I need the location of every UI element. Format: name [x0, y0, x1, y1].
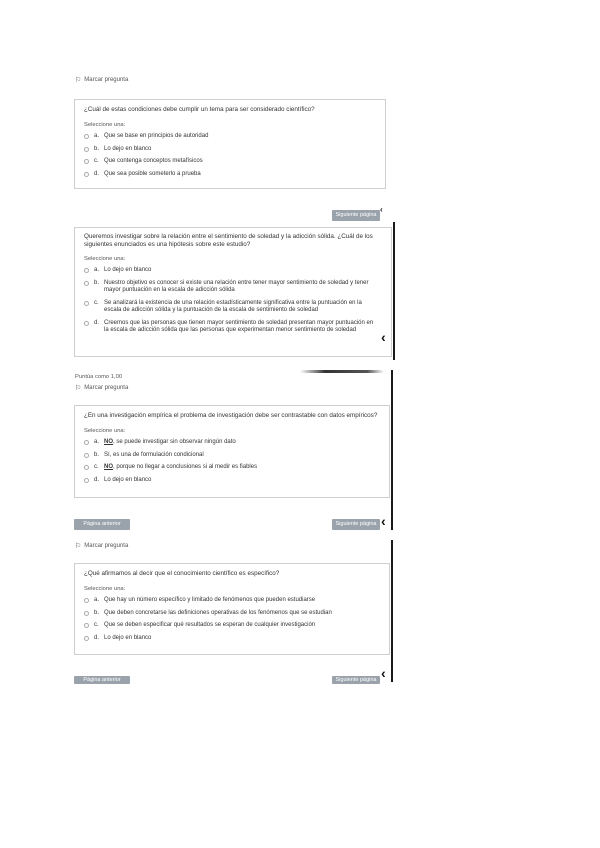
scan-artifact — [300, 370, 384, 373]
chevron-left-icon[interactable]: ‹ — [381, 329, 386, 345]
option-b[interactable]: b. Nuestro objetivo es conocer si existe una relación entre tener mayor sentimiento de soledad y tener mayor puntuación en la escala de adicción sólida — [84, 280, 374, 295]
select-one-label: Seleccione una: — [84, 586, 126, 592]
option-c[interactable]: c. NO , porque no llegar a conclusiones si al medir es fiables — [84, 464, 380, 472]
chevron-left-icon[interactable]: ‹ — [381, 665, 386, 681]
flag-icon: ⚐ — [75, 77, 82, 84]
previous-page-button[interactable]: Página anterior — [74, 676, 130, 684]
flag-label: Marcar pregunta — [84, 77, 129, 83]
select-one-label: Seleccione una: — [84, 428, 126, 434]
radio-icon[interactable] — [84, 636, 89, 641]
radio-icon[interactable] — [84, 301, 89, 306]
next-page-button[interactable]: Siguiente página — [332, 210, 380, 221]
options-list — [84, 133, 376, 178]
scan-edge — [391, 540, 393, 682]
option-a[interactable]: a. NO , se puede investigar sin observar ningún dato — [84, 439, 380, 447]
chevron-left-icon[interactable]: ‹ — [380, 205, 383, 214]
option-b[interactable]: b. Que deben concretarse las definiciones operativas de los fenómenos que se estudian — [84, 610, 380, 618]
radio-icon[interactable] — [84, 478, 89, 483]
question-card-3 — [74, 405, 390, 498]
option-a[interactable]: a. Lo dejo en blanco — [84, 267, 374, 275]
option-b[interactable]: b. Lo dejo en blanco — [84, 146, 376, 154]
flag-label: Marcar pregunta — [84, 543, 129, 549]
radio-icon[interactable] — [84, 268, 89, 273]
question-card-4 — [74, 563, 390, 655]
option-c[interactable]: c. Que contenga conceptos metafísicos — [84, 158, 376, 166]
option-a[interactable]: a. Que se base en principios de autoridad — [84, 133, 376, 141]
radio-icon[interactable] — [84, 321, 89, 326]
question-text: ¿Qué afirmamos al decir que el conocimiento científico es específico? — [84, 570, 280, 577]
question-text: Queremos investigar sobre la relación entre el sentimiento de soledad y la adicción sólida. ¿Cuál de los siguientes enunciados es una hipótesis sobre este estudio? — [84, 233, 373, 248]
question-card-2 — [74, 227, 392, 357]
option-b[interactable]: b. Sí, es una de formulación condicional — [84, 452, 380, 460]
option-d[interactable]: d. Creemos que las personas que tienen mayor sentimiento de soledad presentan mayor puntuación en la escala de adicción sólida que las personas que experimentan menor sentimiento de soledad — [84, 320, 374, 335]
radio-icon[interactable] — [84, 147, 89, 152]
next-page-button[interactable]: Siguiente página — [332, 519, 380, 530]
option-c[interactable]: c. Que se deben especificar qué resultados se esperan de cualquier investigación — [84, 622, 380, 630]
radio-icon[interactable] — [84, 159, 89, 164]
scan-edge — [393, 222, 395, 360]
flag-label: Marcar pregunta — [84, 385, 129, 391]
select-one-label: Seleccione una: — [84, 122, 126, 128]
option-d[interactable]: d. Lo dejo en blanco — [84, 477, 380, 485]
radio-icon[interactable] — [84, 440, 89, 445]
option-d[interactable]: d. Que sea posible someterlo a prueba — [84, 171, 376, 179]
option-c[interactable]: c. Se analizará la existencia de una relación estadísticamente significativa entre la puntuación en la escala de adicción sólida y la puntuación de la escala de sentimiento de soledad — [84, 300, 374, 315]
next-page-button[interactable]: Siguiente página — [332, 676, 380, 684]
radio-icon[interactable] — [84, 611, 89, 616]
radio-icon[interactable] — [84, 465, 89, 470]
previous-page-button[interactable]: Página anterior — [74, 519, 130, 530]
radio-icon[interactable] — [84, 134, 89, 139]
flag-icon: ⚐ — [75, 385, 82, 392]
chevron-left-icon[interactable]: ‹ — [381, 513, 386, 529]
options-list — [84, 439, 380, 484]
select-one-label: Seleccione una: — [84, 256, 126, 262]
radio-icon[interactable] — [84, 598, 89, 603]
options-list — [84, 597, 380, 642]
flag-icon: ⚐ — [75, 543, 82, 550]
question-text: ¿En una investigación empírica el problema de investigación debe ser contrastable con datos empíricos? — [84, 412, 378, 419]
option-d[interactable]: d. Lo dejo en blanco — [84, 635, 380, 643]
radio-icon[interactable] — [84, 281, 89, 286]
flag-question-3[interactable] — [75, 384, 128, 392]
radio-icon[interactable] — [84, 623, 89, 628]
flag-question-4[interactable] — [75, 542, 128, 550]
flag-question-1[interactable] — [75, 76, 128, 84]
score-label: Puntúa como 1,00 — [75, 374, 123, 380]
radio-icon[interactable] — [84, 172, 89, 177]
scan-edge — [391, 370, 393, 530]
question-card-1 — [74, 99, 386, 189]
radio-icon[interactable] — [84, 453, 89, 458]
question-text: ¿Cuál de estas condiciones debe cumplir un tema para ser considerado científico? — [84, 106, 315, 113]
options-list — [84, 267, 382, 335]
option-a[interactable]: a. Que hay un número específico y limitado de fenómenos que pueden estudiarse — [84, 597, 380, 605]
